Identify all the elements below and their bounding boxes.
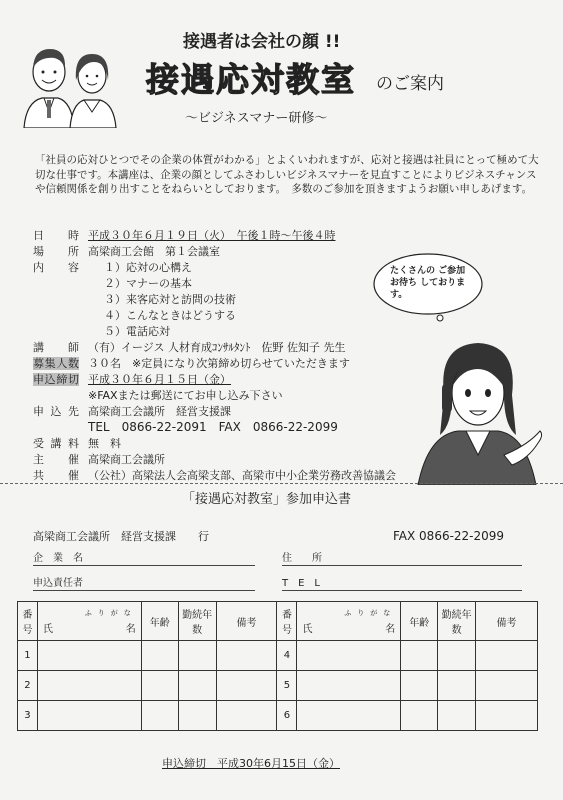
row-number: 2: [18, 671, 38, 701]
content-item: １）応対の心構え: [104, 261, 192, 274]
apply-org: 高梁商工会議所 経営支援課: [88, 405, 231, 418]
address-label: 住 所: [282, 553, 322, 564]
form-footer-deadline: 申込締切 平成30年6月15日（金）: [162, 757, 340, 770]
years-cell[interactable]: [178, 671, 216, 701]
years-cell[interactable]: [178, 641, 216, 671]
row-number: 3: [18, 701, 38, 731]
col-note-header: 備考: [476, 602, 538, 641]
note-cell[interactable]: [216, 671, 277, 701]
deadline-value: 平成３０年６月１５日（金）: [88, 373, 231, 386]
col-number-header: 番号: [277, 602, 297, 641]
name-cell[interactable]: [297, 641, 401, 671]
person-label: 申込責任者: [33, 578, 83, 589]
intro-text: 「社員の応対ひとつでその企業の体質がわかる」とよくいわれますが、応対と接遇は社員にとって極めて大切な仕事です。本講座は、企業の顔としてふさわしいビジネスマナーを見直すことによりビジネスチャンスや信頼関係を創り出すことをねらいとしております。 多数のご参加を頂きますようお願い申しあげます。: [35, 154, 539, 195]
date-value: 平成３０年６月１９日（火） 午後１時～午後４時: [88, 229, 336, 242]
age-cell[interactable]: [141, 671, 178, 701]
col-ruby-header: ふりがな: [344, 608, 397, 617]
note-cell[interactable]: [216, 701, 277, 731]
person-field[interactable]: [33, 590, 255, 591]
col-name-right: 名: [385, 623, 396, 635]
content-item: ５）電話応対: [104, 325, 170, 338]
col-name-left: 氏: [302, 623, 313, 635]
deadline-label: 申込締切: [33, 373, 79, 386]
name-cell[interactable]: [37, 701, 141, 731]
page-title-suffix: のご案内: [376, 74, 444, 94]
place-label: 場所: [33, 245, 79, 258]
cut-line: [0, 483, 563, 484]
note-cell[interactable]: [476, 701, 538, 731]
age-cell[interactable]: [401, 701, 438, 731]
col-years-header: 勤続年数: [178, 602, 216, 641]
name-cell[interactable]: [37, 671, 141, 701]
fee-value: 無 料: [88, 437, 121, 450]
col-name-header: [37, 602, 141, 641]
years-cell[interactable]: [178, 701, 216, 731]
content-item: ３）来客応対と訪問の技術: [104, 293, 236, 306]
name-cell[interactable]: [297, 701, 401, 731]
staff-illustration: [20, 32, 120, 128]
fee-label: 受講料: [33, 437, 79, 450]
place-value: 高梁商工会館 第１会議室: [88, 245, 220, 258]
capacity-label: 募集人数: [33, 357, 79, 370]
table-row: [18, 671, 538, 701]
row-number: 1: [18, 641, 38, 671]
lecturer-value: （有）イージス 人材育成ｺﾝｻﾙﾀﾝﾄ 佐野 佐知子 先生: [88, 341, 346, 354]
col-name-right: 名: [125, 623, 136, 635]
form-recipient: 高梁商工会議所 経営支援課 行: [33, 530, 209, 543]
note-cell[interactable]: [216, 641, 277, 671]
col-age-header: 年齢: [141, 602, 178, 641]
note-cell[interactable]: [476, 671, 538, 701]
capacity-value: ３０名 ※定員になり次第締め切らせていただきます: [88, 357, 350, 370]
page-subtitle: ～ビジネスマナー研修～: [185, 111, 328, 126]
registration-table: [17, 601, 538, 731]
content-label: 内容: [33, 261, 79, 274]
header-tagline: 接遇者は会社の顔 !!: [183, 32, 341, 52]
col-ruby-header: ふりがな: [84, 608, 137, 617]
col-number-header: 番号: [18, 602, 38, 641]
tel-field[interactable]: [282, 590, 522, 591]
col-age-header: 年齢: [401, 602, 438, 641]
row-number: 4: [277, 641, 297, 671]
years-cell[interactable]: [438, 641, 476, 671]
speech-bubble-text: たくさんの ご参加お待ち しております。: [390, 266, 466, 300]
content-item: ２）マナーの基本: [104, 277, 192, 290]
receptionist-illustration: [408, 335, 548, 485]
age-cell[interactable]: [401, 671, 438, 701]
content-item: ４）こんなときはどうする: [104, 309, 236, 322]
form-title: 「接遇応対教室」参加申込書: [182, 492, 352, 507]
apply-contact: TEL 0866-22-2091 FAX 0866-22-2099: [88, 420, 338, 434]
age-cell[interactable]: [401, 641, 438, 671]
table-row: [18, 701, 538, 731]
age-cell[interactable]: [141, 641, 178, 671]
name-cell[interactable]: [37, 641, 141, 671]
host-value: 高梁商工会議所: [88, 453, 165, 466]
years-cell[interactable]: [438, 701, 476, 731]
cohost-label: 共催: [33, 469, 79, 482]
tel-label: T E L: [282, 578, 320, 589]
page-title: 接遇応対教室: [146, 60, 356, 99]
deadline-note: ※FAXまたは郵送にてお申し込み下さい: [88, 389, 283, 402]
date-label: 日時: [33, 229, 79, 242]
form-fax: FAX 0866-22-2099: [393, 529, 505, 543]
company-field[interactable]: [33, 565, 255, 566]
col-name-header: [297, 602, 401, 641]
host-label: 主催: [33, 453, 79, 466]
apply-label: 申込先: [33, 405, 79, 418]
cohost-value: （公社）高梁法人会高梁支部、高梁市中小企業労務改善協議会: [88, 469, 396, 482]
company-label: 企 業 名: [33, 553, 83, 564]
years-cell[interactable]: [438, 671, 476, 701]
col-name-left: 氏: [42, 623, 53, 635]
row-number: 5: [277, 671, 297, 701]
name-cell[interactable]: [297, 671, 401, 701]
table-row: [18, 641, 538, 671]
row-number: 6: [277, 701, 297, 731]
lecturer-label: 講師: [33, 341, 79, 354]
note-cell[interactable]: [476, 641, 538, 671]
age-cell[interactable]: [141, 701, 178, 731]
address-field[interactable]: [282, 565, 522, 566]
col-note-header: 備考: [216, 602, 277, 641]
col-years-header: 勤続年数: [438, 602, 476, 641]
